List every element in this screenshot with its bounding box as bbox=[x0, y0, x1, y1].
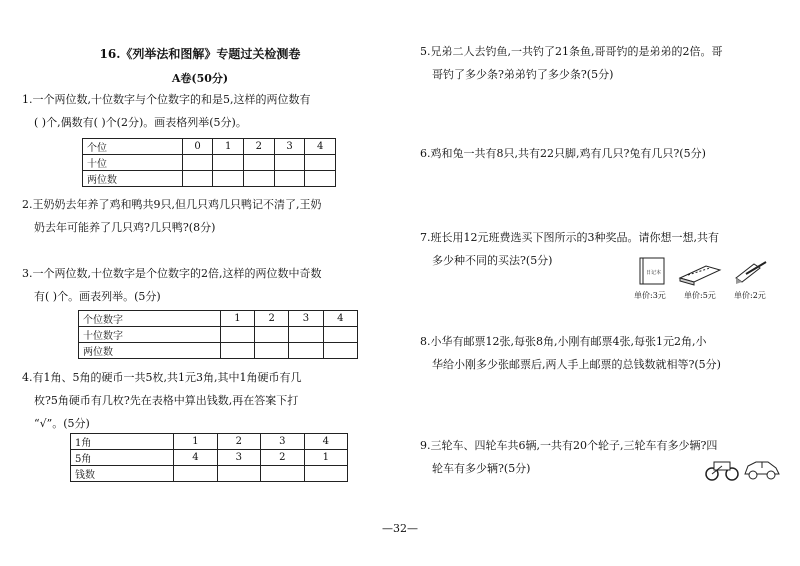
table-row bbox=[79, 327, 358, 343]
question-4 bbox=[22, 366, 301, 435]
notebook-icon bbox=[634, 256, 674, 286]
table-cell: 两位数 bbox=[79, 343, 221, 359]
table-cell bbox=[304, 466, 347, 482]
question-1-line1: 1.一个两位数,十位数字与个位数字的和是5,这样的两位数有 bbox=[22, 93, 311, 106]
table-cell: 2 bbox=[217, 434, 260, 450]
table-cell bbox=[182, 171, 213, 187]
question-5 bbox=[420, 40, 722, 86]
table-cell: 3 bbox=[274, 139, 305, 155]
table-cell bbox=[213, 171, 244, 187]
table-cell: 3 bbox=[261, 434, 304, 450]
table-cell bbox=[289, 343, 323, 359]
table-cell: 个位 bbox=[83, 139, 183, 155]
table-cell: 2 bbox=[255, 311, 289, 327]
table-cell bbox=[174, 466, 217, 482]
tricycle-icon bbox=[704, 456, 740, 482]
table-row bbox=[71, 434, 348, 450]
table-cell: 5角 bbox=[71, 450, 174, 466]
table-cell: 2 bbox=[261, 450, 304, 466]
table-cell bbox=[305, 155, 336, 171]
question-7-line1: 7.班长用12元班费选买下图所示的3种奖品。请你想一想,共有 bbox=[420, 231, 719, 244]
question-7 bbox=[420, 226, 719, 272]
section-label: A卷(50分) bbox=[171, 72, 229, 85]
notebook-label: 日记本 bbox=[646, 270, 662, 276]
question-9-line2: 轮车有多少辆?(5分) bbox=[432, 462, 531, 475]
table-cell: 4 bbox=[305, 139, 336, 155]
table-cell: 1 bbox=[174, 434, 217, 450]
question-4-line3: “√”。(5分) bbox=[34, 417, 90, 430]
table-cell: 十位 bbox=[83, 155, 183, 171]
table-cell: 3 bbox=[289, 311, 323, 327]
pencil-case-icon bbox=[676, 258, 724, 286]
question-8-line1: 8.小华有邮票12张,每张8角,小刚有邮票4张,每张1元2角,小 bbox=[420, 335, 707, 348]
question-8 bbox=[420, 330, 721, 376]
price-notebook: 单价:3元 bbox=[634, 291, 666, 300]
question-2-line1: 2.王奶奶去年养了鸡和鸭共9只,但几只鸡几只鸭记不清了,王奶 bbox=[22, 198, 322, 211]
table-cell bbox=[274, 155, 305, 171]
table-cell bbox=[323, 327, 357, 343]
table-cell bbox=[305, 171, 336, 187]
table-cell: 4 bbox=[304, 434, 347, 450]
question-2 bbox=[22, 193, 322, 239]
table-cell bbox=[217, 466, 260, 482]
question-1 bbox=[22, 88, 311, 134]
car-icon bbox=[742, 456, 782, 482]
table-cell bbox=[255, 343, 289, 359]
table-row bbox=[71, 450, 348, 466]
table-cell: 1 bbox=[220, 311, 254, 327]
table-cell bbox=[255, 327, 289, 343]
table-cell: 1 bbox=[213, 139, 244, 155]
table-cell: 1角 bbox=[71, 434, 174, 450]
table-cell: 2 bbox=[244, 139, 275, 155]
table-cell bbox=[213, 155, 244, 171]
table-q3 bbox=[78, 310, 358, 359]
question-6-line1: 6.鸡和兔一共有8只,共有22只脚,鸡有几只?兔有几只?(5分) bbox=[420, 147, 706, 160]
table-row bbox=[79, 343, 358, 359]
table-row bbox=[83, 171, 336, 187]
question-9-line1: 9.三轮车、四轮车共6辆,一共有20个轮子,三轮车有多少辆?四 bbox=[420, 439, 718, 452]
table-cell: 4 bbox=[323, 311, 357, 327]
question-5-line2: 哥钓了多少条?弟弟钓了多少条?(5分) bbox=[432, 68, 614, 81]
table-cell: 两位数 bbox=[83, 171, 183, 187]
table-cell bbox=[289, 327, 323, 343]
table-cell: 3 bbox=[217, 450, 260, 466]
pencil-sharpener-icon bbox=[732, 256, 772, 286]
question-2-line2: 奶去年可能养了几只鸡?几只鸭?(8分) bbox=[34, 221, 216, 234]
table-q4 bbox=[70, 433, 348, 482]
question-9 bbox=[420, 434, 717, 480]
question-1-line2: ( )个,偶数有( )个(2分)。画表格列举(5分)。 bbox=[34, 116, 247, 129]
price-pencil-case: 单价:5元 bbox=[684, 291, 716, 300]
table-row bbox=[83, 155, 336, 171]
page-number: —32— bbox=[382, 522, 418, 535]
table-cell: 4 bbox=[174, 450, 217, 466]
question-8-line2: 华给小刚多少张邮票后,两人手上邮票的总钱数就相等?(5分) bbox=[432, 358, 721, 371]
table-cell: 0 bbox=[182, 139, 213, 155]
table-cell bbox=[220, 327, 254, 343]
table-row bbox=[71, 466, 348, 482]
question-4-line1: 4.有1角、5角的硬币一共5枚,共1元3角,其中1角硬币有几 bbox=[22, 371, 302, 384]
question-5-line1: 5.兄弟二人去钓鱼,一共钓了21条鱼,哥哥钓的是弟弟的2倍。哥 bbox=[420, 45, 723, 58]
table-cell bbox=[261, 466, 304, 482]
table-row bbox=[79, 311, 358, 327]
table-cell bbox=[274, 171, 305, 187]
table-cell bbox=[220, 343, 254, 359]
table-row bbox=[83, 139, 336, 155]
table-cell: 1 bbox=[304, 450, 347, 466]
table-cell bbox=[182, 155, 213, 171]
price-sharpener: 单价:2元 bbox=[734, 291, 766, 300]
question-6 bbox=[420, 142, 706, 165]
question-3-line2: 有( )个。画表列举。(5分) bbox=[34, 290, 161, 303]
table-cell bbox=[244, 155, 275, 171]
question-3-line1: 3.一个两位数,十位数字是个位数字的2倍,这样的两位数中奇数 bbox=[22, 267, 322, 280]
table-cell bbox=[323, 343, 357, 359]
table-cell: 十位数字 bbox=[79, 327, 221, 343]
question-4-line2: 枚?5角硬币有几枚?先在表格中算出钱数,再在答案下打 bbox=[34, 394, 299, 407]
table-cell: 钱数 bbox=[71, 466, 174, 482]
table-q1 bbox=[82, 138, 336, 187]
table-cell: 个位数字 bbox=[79, 311, 221, 327]
table-cell bbox=[244, 171, 275, 187]
page-title: 16.《列举法和图解》专题过关检测卷 bbox=[99, 47, 301, 61]
question-3 bbox=[22, 262, 322, 308]
question-7-line2: 多少种不同的买法?(5分) bbox=[432, 254, 553, 267]
